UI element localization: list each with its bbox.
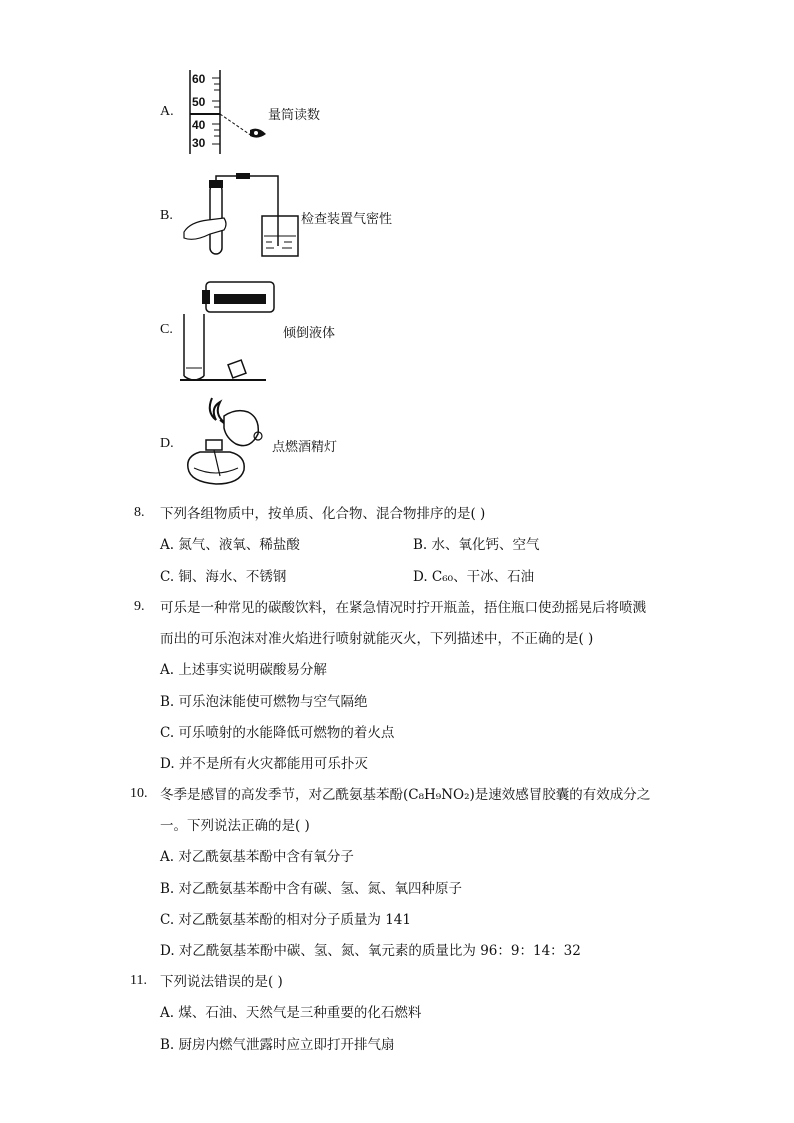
question-10-stem-line-2: 一。下列说法正确的是( )	[160, 818, 310, 834]
scale-label-30: 30	[192, 136, 206, 150]
scale-label-40: 40	[192, 118, 206, 132]
airtightness-check-figure	[180, 172, 310, 262]
question-8-option-b[interactable]: B. 水、氧化钙、空气	[413, 537, 540, 553]
option-d-caption: 点燃酒精灯	[272, 440, 338, 455]
question-11-number: 11.	[130, 973, 147, 988]
scale-label-50: 50	[192, 95, 206, 109]
option-c-letter: C.	[160, 322, 173, 337]
question-9-number: 9.	[134, 599, 145, 614]
question-8-stem: 下列各组物质中，按单质、化合物、混合物排序的是( )	[160, 506, 486, 522]
question-9-option-c[interactable]: C. 可乐喷射的水能降低可燃物的着火点	[160, 725, 395, 741]
option-b-letter: B.	[160, 208, 173, 223]
question-10-option-c[interactable]: C. 对乙酰氨基苯酚的相对分子质量为 141	[160, 912, 411, 928]
question-8-number: 8.	[134, 505, 145, 520]
question-9-option-a[interactable]: A. 上述事实说明碳酸易分解	[160, 662, 327, 678]
question-9-option-b[interactable]: B. 可乐泡沫能使可燃物与空气隔绝	[160, 694, 368, 710]
question-10-option-d[interactable]: D. 对乙酰氨基苯酚中碳、氢、氮、氧元素的质量比为 96：9：14：32	[160, 943, 581, 959]
option-a-letter: A.	[160, 104, 174, 119]
pouring-liquid-figure	[180, 276, 280, 386]
option-a-caption: 量筒读数	[268, 108, 321, 123]
question-8-option-c[interactable]: C. 铜、海水、不锈钢	[160, 569, 287, 585]
question-9-stem-line-1: 可乐是一种常见的碳酸饮料，在紧急情况时拧开瓶盖，捂住瓶口使劲摇晃后将喷溅	[160, 600, 646, 616]
question-9-stem-line-2: 而出的可乐泡沫对准火焰进行喷射就能灭火，下列描述中，不正确的是( )	[160, 631, 594, 647]
question-11-option-b[interactable]: B. 厨房内燃气泄露时应立即打开排气扇	[160, 1037, 395, 1053]
question-9-option-d[interactable]: D. 并不是所有火灾都能用可乐扑灭	[160, 756, 368, 772]
question-11-option-a[interactable]: A. 煤、石油、天然气是三种重要的化石燃料	[160, 1005, 422, 1021]
question-10-option-b[interactable]: B. 对乙酰氨基苯酚中含有碳、氢、氮、氧四种原子	[160, 881, 463, 897]
alcohol-lamp-figure	[180, 394, 280, 490]
option-b-caption: 检查装置气密性	[301, 212, 393, 227]
question-10-number: 10.	[130, 786, 148, 801]
question-10-option-a[interactable]: A. 对乙酰氨基苯酚中含有氧分子	[160, 849, 354, 865]
question-8-option-a[interactable]: A. 氮气、液氧、稀盐酸	[160, 537, 300, 553]
question-10-stem-line-1: 冬季是感冒的高发季节，对乙酰氨基苯酚(C₈H₉NO₂)是速效感冒胶囊的有效成分之	[160, 787, 651, 803]
scale-label-60: 60	[192, 72, 206, 86]
option-d-letter: D.	[160, 436, 174, 451]
question-11-stem: 下列说法错误的是( )	[160, 974, 283, 990]
question-8-option-d[interactable]: D. C₆₀、干冰、石油	[413, 569, 535, 585]
option-c-caption: 倾倒液体	[283, 326, 336, 341]
